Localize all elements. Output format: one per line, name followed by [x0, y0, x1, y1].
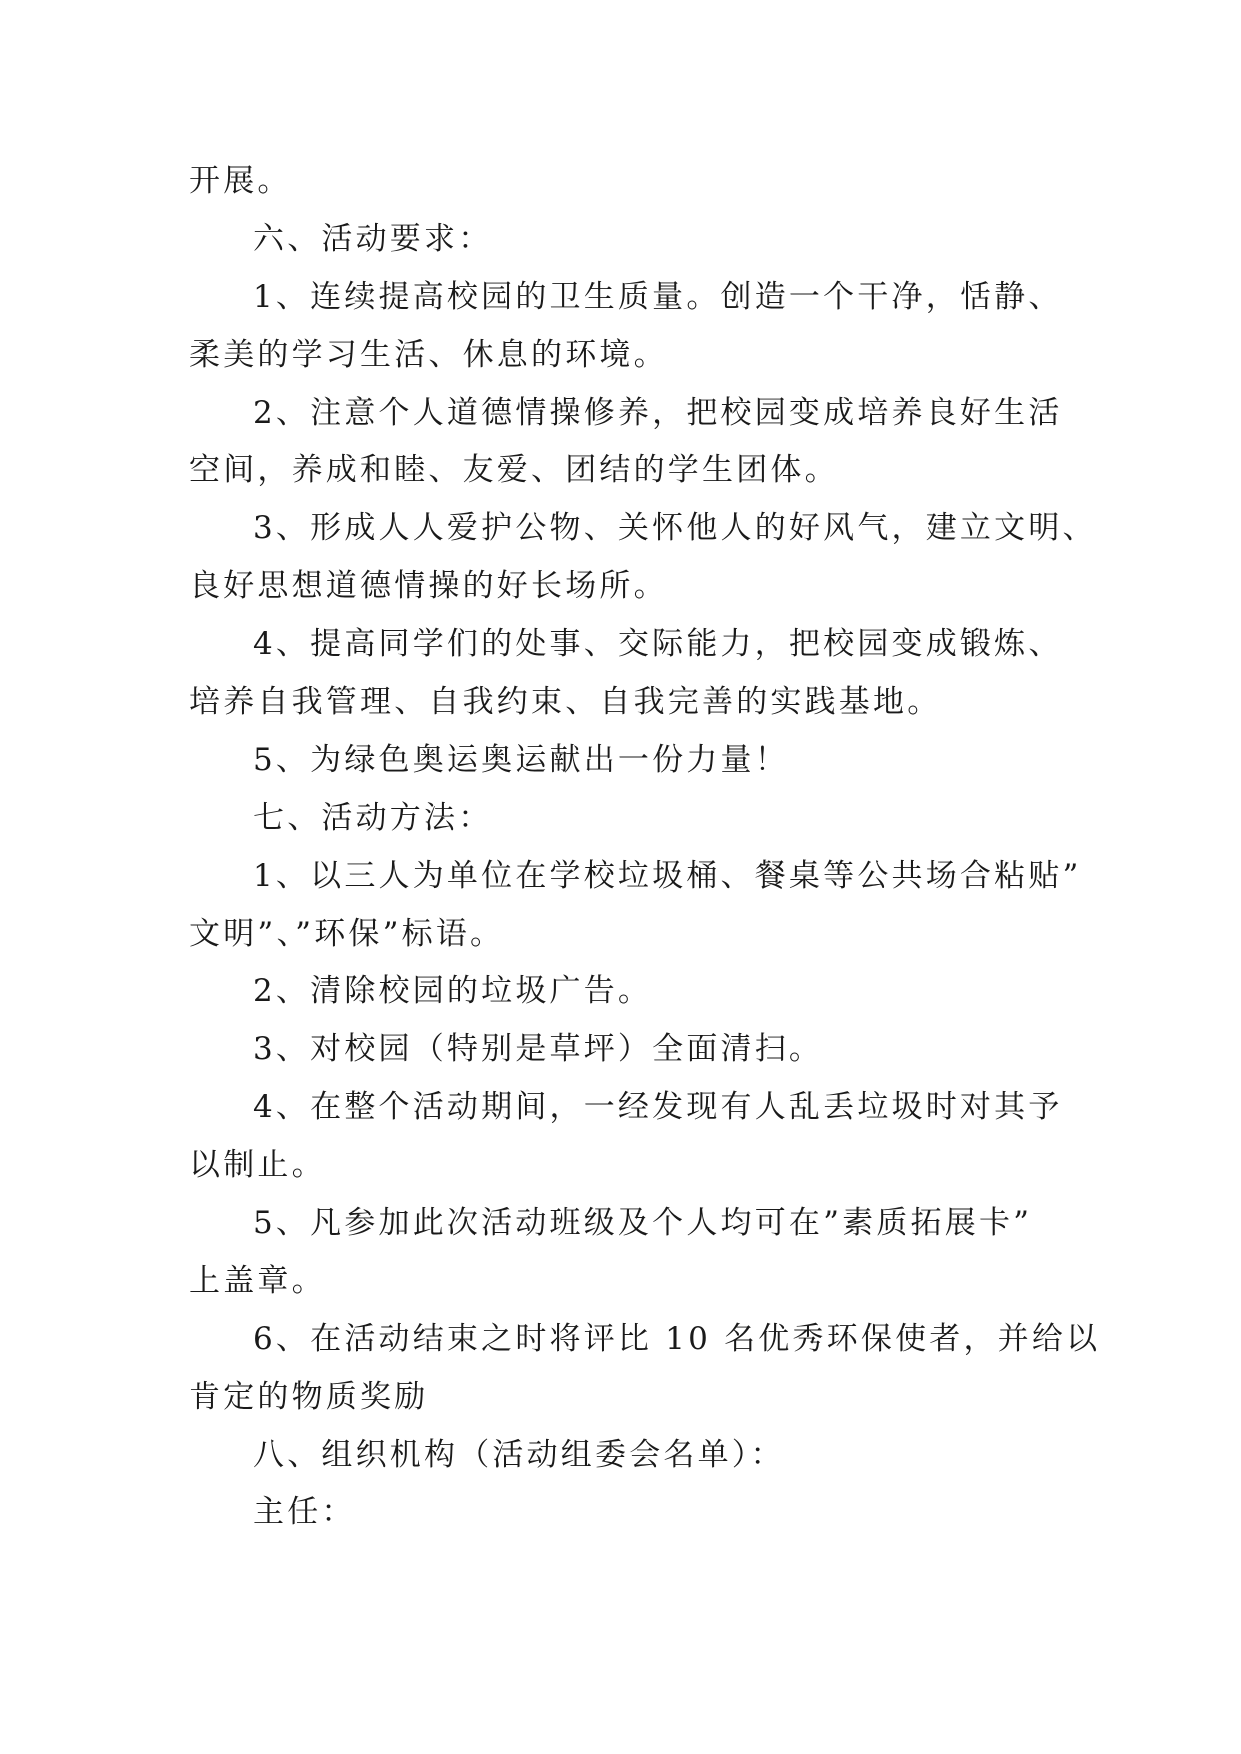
text-line: 4、在整个活动期间，一经发现有人乱丢垃圾时对其予	[253, 1089, 1063, 1126]
text-line: 以制止。	[189, 1147, 326, 1184]
text-line: 肯定的物质奖励	[189, 1378, 429, 1415]
section-heading-organization: 八、组织机构（活动组委会名单）：	[253, 1436, 785, 1473]
text-line: 上盖章。	[189, 1262, 326, 1299]
text-line: 5、为绿色奥运奥运献出一份力量！	[253, 741, 789, 778]
text-line: 柔美的学习生活、休息的环境。	[189, 336, 668, 373]
text-line: 3、对校园（特别是草坪）全面清扫。	[253, 1031, 824, 1068]
text-line: 主任：	[253, 1494, 356, 1531]
text-line: 文明”、”环保”标语。	[189, 915, 505, 952]
text-line: 空间，养成和睦、友爱、团结的学生团体。	[189, 452, 839, 489]
text-line: 3、形成人人爱护公物、关怀他人的好风气，建立文明、	[253, 510, 1097, 547]
text-line: 培养自我管理、自我约束、自我完善的实践基地。	[189, 684, 942, 721]
section-heading-requirements: 六、活动要求：	[253, 220, 493, 257]
section-heading-methods: 七、活动方法：	[253, 799, 493, 836]
document-body	[189, 153, 1101, 1542]
text-line: 1、以三人为单位在学校垃圾桶、餐桌等公共场合粘贴”	[253, 857, 1082, 894]
text-line: 良好思想道德情操的好长场所。	[189, 568, 668, 605]
text-line: 5、凡参加此次活动班级及个人均可在”素质拓展卡”	[253, 1205, 1033, 1242]
text-line: 4、提高同学们的处事、交际能力，把校园变成锻炼、	[253, 626, 1063, 663]
text-line: 1、连续提高校园的卫生质量。创造一个干净，恬静、	[253, 278, 1063, 315]
text-line: 开展。	[189, 163, 292, 199]
text-line: 2、注意个人道德情操修养，把校园变成培养良好生活	[253, 394, 1063, 431]
text-line: 6、在活动结束之时将评比 10 名优秀环保使者，并给以	[253, 1320, 1101, 1357]
text-line: 2、清除校园的垃圾广告。	[253, 973, 653, 1010]
